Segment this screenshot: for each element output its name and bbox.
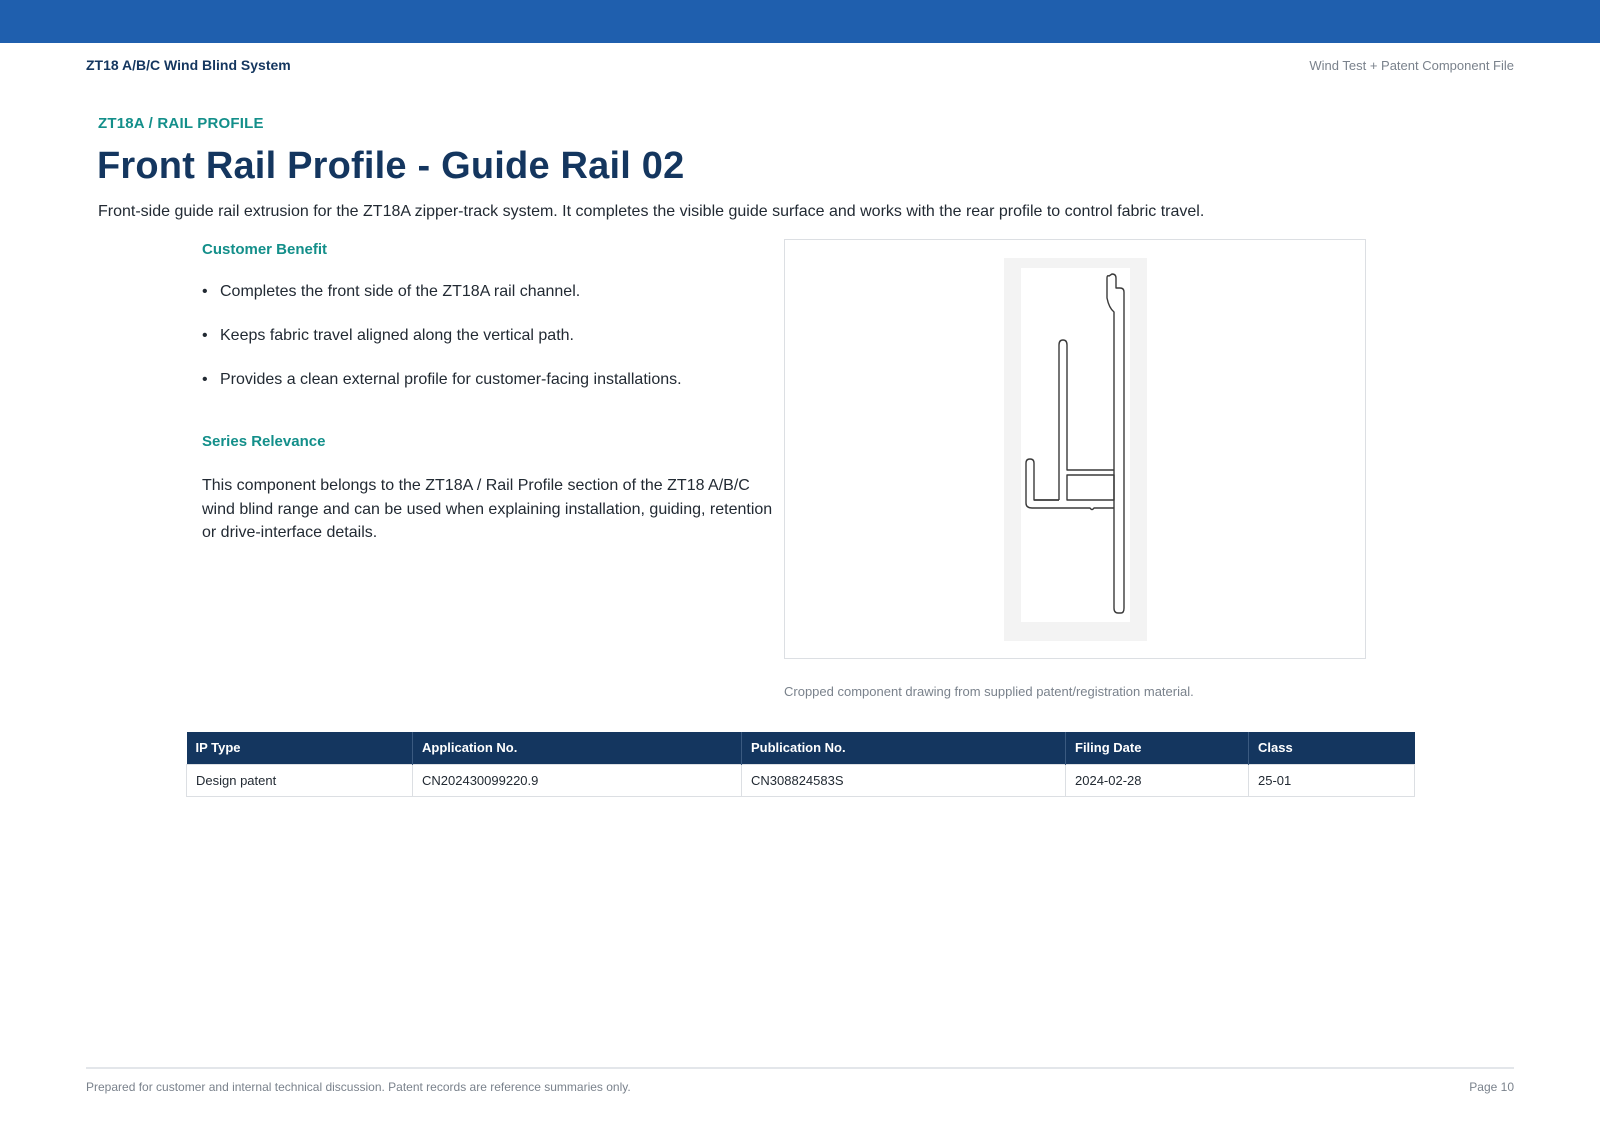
benefit-text: Completes the front side of the ZT18A rail channel. (220, 283, 581, 300)
file-type-label: Wind Test + Patent Component File (1309, 58, 1514, 73)
benefit-list (202, 283, 762, 415)
table-cell: 25-01 (1249, 764, 1415, 796)
list-item (202, 371, 762, 415)
column-header: Class (1249, 732, 1415, 764)
table-cell: CN202430099220.9 (413, 764, 742, 796)
benefit-text: Provides a clean external profile for customer-facing installations. (220, 371, 682, 388)
top-brand-band (0, 0, 1600, 43)
page-number: Page 10 (1469, 1080, 1514, 1094)
page-title: Front Rail Profile - Guide Rail 02 (97, 145, 685, 187)
bullet-icon: • (202, 371, 208, 388)
lead-paragraph: Front-side guide rail extrusion for the ZT18A zipper-track system. It completes the visible guide surface and works with the rear profile to control fabric travel. (98, 203, 1205, 220)
bullet-icon: • (202, 327, 208, 344)
table-cell: CN308824583S (742, 764, 1066, 796)
benefit-text: Keeps fabric travel aligned along the vertical path. (220, 327, 574, 344)
ip-record-table (186, 732, 1415, 797)
customer-benefit-heading: Customer Benefit (202, 241, 328, 258)
series-relevance-heading: Series Relevance (202, 433, 326, 450)
bullet-icon: • (202, 283, 208, 300)
table-header-row (187, 732, 1415, 764)
column-header: IP Type (187, 732, 413, 764)
footer-divider (86, 1067, 1514, 1069)
series-relevance-text: This component belongs to the ZT18A / Rail Profile section of the ZT18 A/B/C wind blind range and can be used when explaining installation, guiding, retention or drive-interface details. (202, 477, 773, 541)
component-drawing-frame (784, 239, 1366, 659)
component-drawing (1004, 258, 1147, 641)
table-row (187, 764, 1415, 796)
section-eyebrow: ZT18A / RAIL PROFILE (98, 115, 264, 132)
list-item (202, 327, 762, 371)
column-header: Filing Date (1066, 732, 1249, 764)
table-cell: Design patent (187, 764, 413, 796)
list-item (202, 283, 762, 327)
system-name: ZT18 A/B/C Wind Blind System (86, 57, 291, 73)
column-header: Application No. (413, 732, 742, 764)
rail-profile-drawing (1004, 258, 1147, 641)
figure-caption: Cropped component drawing from supplied patent/registration material. (784, 684, 1194, 699)
footer-note: Prepared for customer and internal technical discussion. Patent records are reference summaries only. (86, 1080, 631, 1094)
table-cell: 2024-02-28 (1066, 764, 1249, 796)
column-header: Publication No. (742, 732, 1066, 764)
